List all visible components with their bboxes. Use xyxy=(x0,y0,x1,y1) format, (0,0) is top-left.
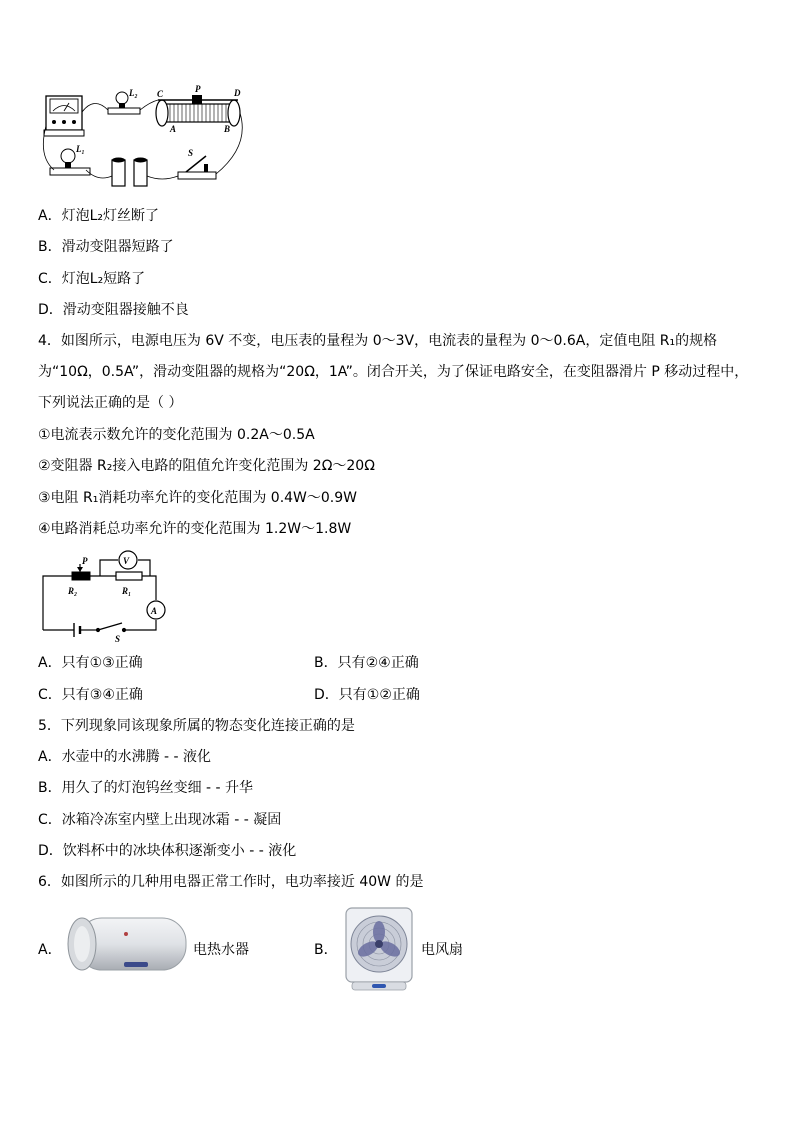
battery-icon xyxy=(112,158,147,187)
label-s: S xyxy=(188,148,194,158)
label-b: B xyxy=(224,124,231,134)
q4-statement-3: ③电阻 R₁消耗功率允许的变化范围为 0.4W～0.9W xyxy=(38,490,358,506)
q5-option-b[interactable]: B．用久了的灯泡钨丝变细 - - 升华 xyxy=(38,780,254,796)
label-p: P xyxy=(195,84,201,94)
q3-option-d[interactable]: D．滑动变阻器接触不良 xyxy=(38,302,189,318)
q4-statement-1: ①电流表示数允许的变化范围为 0.2A～0.5A xyxy=(38,427,315,443)
q6-option-b-letter[interactable]: B． xyxy=(314,942,338,958)
label-p-slider: P xyxy=(82,556,88,566)
q4-statement-2: ②变阻器 R₂接入电路的阻值允许变化范围为 2Ω～20Ω xyxy=(38,458,375,474)
label-r1: R₁ xyxy=(122,586,132,596)
q4-option-c[interactable]: C．只有③④正确 xyxy=(38,687,143,703)
q5-option-a[interactable]: A．水壶中的水沸腾 - - 液化 xyxy=(38,749,212,765)
label-l2-top: L₂ xyxy=(129,88,138,98)
q4-option-b[interactable]: B．只有②④正确 xyxy=(314,655,419,671)
q4-stem: 4．如图所示，电源电压为 6V 不变，电压表的量程为 0～3V，电流表的量程为 0～0.6A，定值电阻 R₁的规格为“10Ω，0.5A”，滑动变阻器的规格为“20Ω，1A”。闭合开关，为了保证电路安全，在变阻器滑片 P 移动过程中，下列说法正确的是（ ） xyxy=(38,333,749,411)
label-v: V xyxy=(123,556,130,566)
q4-option-a[interactable]: A．只有①③正确 xyxy=(38,655,143,671)
q6-stem: 6．如图所示的几种用电器正常工作时，电功率接近 40W 的是 xyxy=(38,874,424,890)
q6-option-a-letter[interactable]: A． xyxy=(38,942,62,958)
label-c: C xyxy=(157,89,164,99)
q3-option-a[interactable]: A．灯泡L₂灯丝断了 xyxy=(38,208,159,224)
q3-option-b[interactable]: B．滑动变阻器短路了 xyxy=(38,239,174,255)
label-s-switch: S xyxy=(115,634,121,644)
q5-stem: 5．下列现象同该现象所属的物态变化连接正确的是 xyxy=(38,718,355,734)
q6-option-b-label: 电风扇 xyxy=(421,942,463,958)
q3-circuit-apparatus-diagram xyxy=(38,86,253,191)
switch-icon xyxy=(178,156,216,179)
label-a: A xyxy=(170,124,177,134)
q6-option-a-label: 电热水器 xyxy=(193,942,249,958)
q5-option-d[interactable]: D．饮料杯中的冰块体积逐渐变小 - - 液化 xyxy=(38,843,297,859)
rheostat-icon xyxy=(156,95,240,126)
battery-symbol xyxy=(74,623,80,637)
meter-icon xyxy=(44,96,84,136)
q4-option-d[interactable]: D．只有①②正确 xyxy=(314,687,420,703)
water-heater-image xyxy=(66,914,190,978)
label-d: D xyxy=(234,88,241,98)
q3-option-c[interactable]: C．灯泡L₂短路了 xyxy=(38,271,146,287)
switch-symbol xyxy=(97,623,126,632)
label-a-meter: A xyxy=(151,606,158,616)
label-l1: L₁ xyxy=(76,144,85,154)
q4-circuit-diagram xyxy=(38,548,173,643)
q5-option-c[interactable]: C．冰箱冷冻室内壁上出现冰霜 - - 凝固 xyxy=(38,812,282,828)
q4-statement-4: ④电路消耗总功率允许的变化范围为 1.2W～1.8W xyxy=(38,521,352,537)
label-r2: R₂ xyxy=(68,586,78,596)
electric-fan-image xyxy=(344,906,414,992)
resistor-r2 xyxy=(72,572,90,580)
resistor-r1 xyxy=(116,572,142,580)
